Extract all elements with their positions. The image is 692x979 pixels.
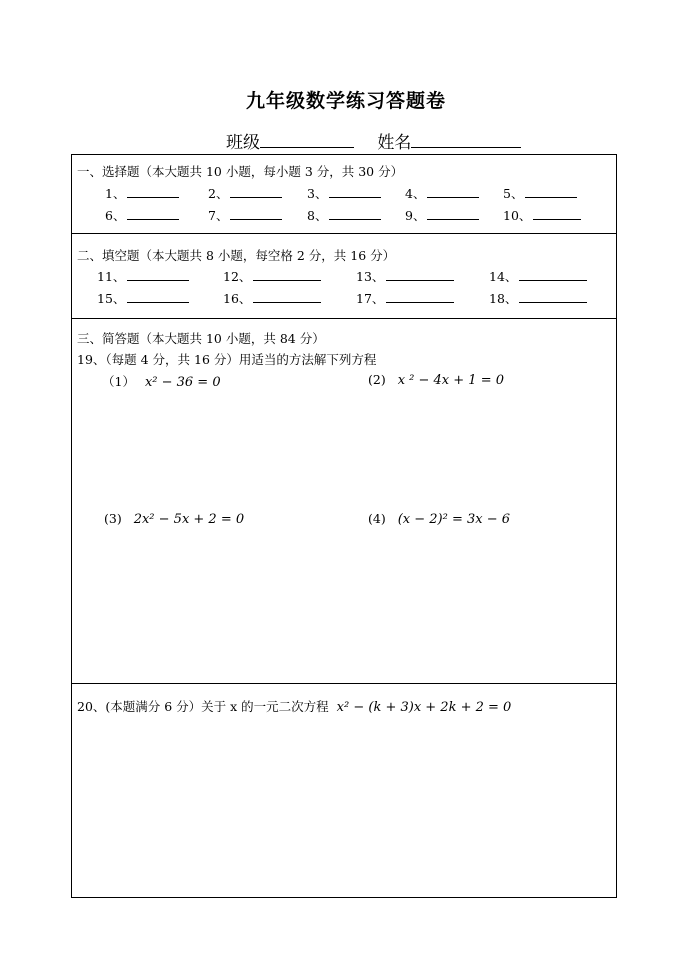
fill-answer-16[interactable]: 16、 bbox=[223, 289, 321, 307]
q19-part-1: （1） x² − 36 = 0 bbox=[102, 374, 221, 390]
choice-answer-5[interactable]: 5、 bbox=[503, 184, 577, 202]
class-blank[interactable] bbox=[260, 129, 354, 148]
student-info-row bbox=[226, 128, 521, 153]
section-divider bbox=[72, 683, 616, 684]
choice-answer-2[interactable]: 2、 bbox=[208, 184, 282, 202]
fill-answer-14[interactable]: 14、 bbox=[489, 267, 587, 285]
q19-part-3-equation: 2x² − 5x + 2 = 0 bbox=[133, 512, 245, 527]
choice-answer-9[interactable]: 9、 bbox=[405, 206, 479, 224]
choice-answer-8[interactable]: 8、 bbox=[307, 206, 381, 224]
choice-answer-7[interactable]: 7、 bbox=[208, 206, 282, 224]
choice-answer-4[interactable]: 4、 bbox=[405, 184, 479, 202]
answer-sheet bbox=[71, 154, 617, 898]
fill-answer-11[interactable]: 11、 bbox=[97, 267, 189, 285]
q19-part-4-equation: (x − 2)² = 3x − 6 bbox=[397, 512, 511, 527]
q19-part-2-equation: x ² − 4x + 1 = 0 bbox=[397, 373, 504, 388]
q19-part-2: (2) x ² − 4x + 1 = 0 bbox=[368, 372, 504, 388]
fill-answer-13[interactable]: 13、 bbox=[356, 267, 454, 285]
section2-title: 二、填空题（本大题共 8 小题，每空格 2 分，共 16 分） bbox=[77, 248, 396, 263]
choice-answer-1[interactable]: 1、 bbox=[105, 184, 179, 202]
section-divider bbox=[72, 233, 616, 234]
name-label: 姓名 bbox=[377, 133, 412, 153]
q19-part-1-equation: x² − 36 = 0 bbox=[144, 375, 221, 390]
q19-part-3: (3) 2x² − 5x + 2 = 0 bbox=[104, 511, 245, 527]
section1-title: 一、选择题（本大题共 10 小题，每小题 3 分，共 30 分） bbox=[77, 164, 404, 179]
choice-answer-10[interactable]: 10、 bbox=[503, 206, 581, 224]
fill-answer-12[interactable]: 12、 bbox=[223, 267, 321, 285]
fill-answer-15[interactable]: 15、 bbox=[97, 289, 189, 307]
page-title: 九年级数学练习答题卷 bbox=[245, 90, 446, 112]
choice-answer-3[interactable]: 3、 bbox=[307, 184, 381, 202]
question-20-stem: 20、(本题满分 6 分）关于 x 的一元二次方程 bbox=[77, 699, 329, 714]
choice-answer-6[interactable]: 6、 bbox=[105, 206, 179, 224]
class-label: 班级 bbox=[226, 133, 260, 153]
section3-title: 三、简答题（本大题共 10 小题，共 84 分） bbox=[77, 331, 325, 346]
question-20-equation: x² − (k + 3)x + 2k + 2 = 0 bbox=[336, 700, 512, 715]
q19-part-4: (4) (x − 2)² = 3x − 6 bbox=[368, 511, 511, 527]
question-20 bbox=[77, 697, 511, 715]
section-divider bbox=[72, 318, 616, 319]
name-blank[interactable] bbox=[411, 129, 521, 148]
fill-answer-17[interactable]: 17、 bbox=[356, 289, 454, 307]
fill-answer-18[interactable]: 18、 bbox=[489, 289, 587, 307]
question-19-stem: 19、（每题 4 分，共 16 分）用适当的方法解下列方程 bbox=[77, 352, 377, 367]
